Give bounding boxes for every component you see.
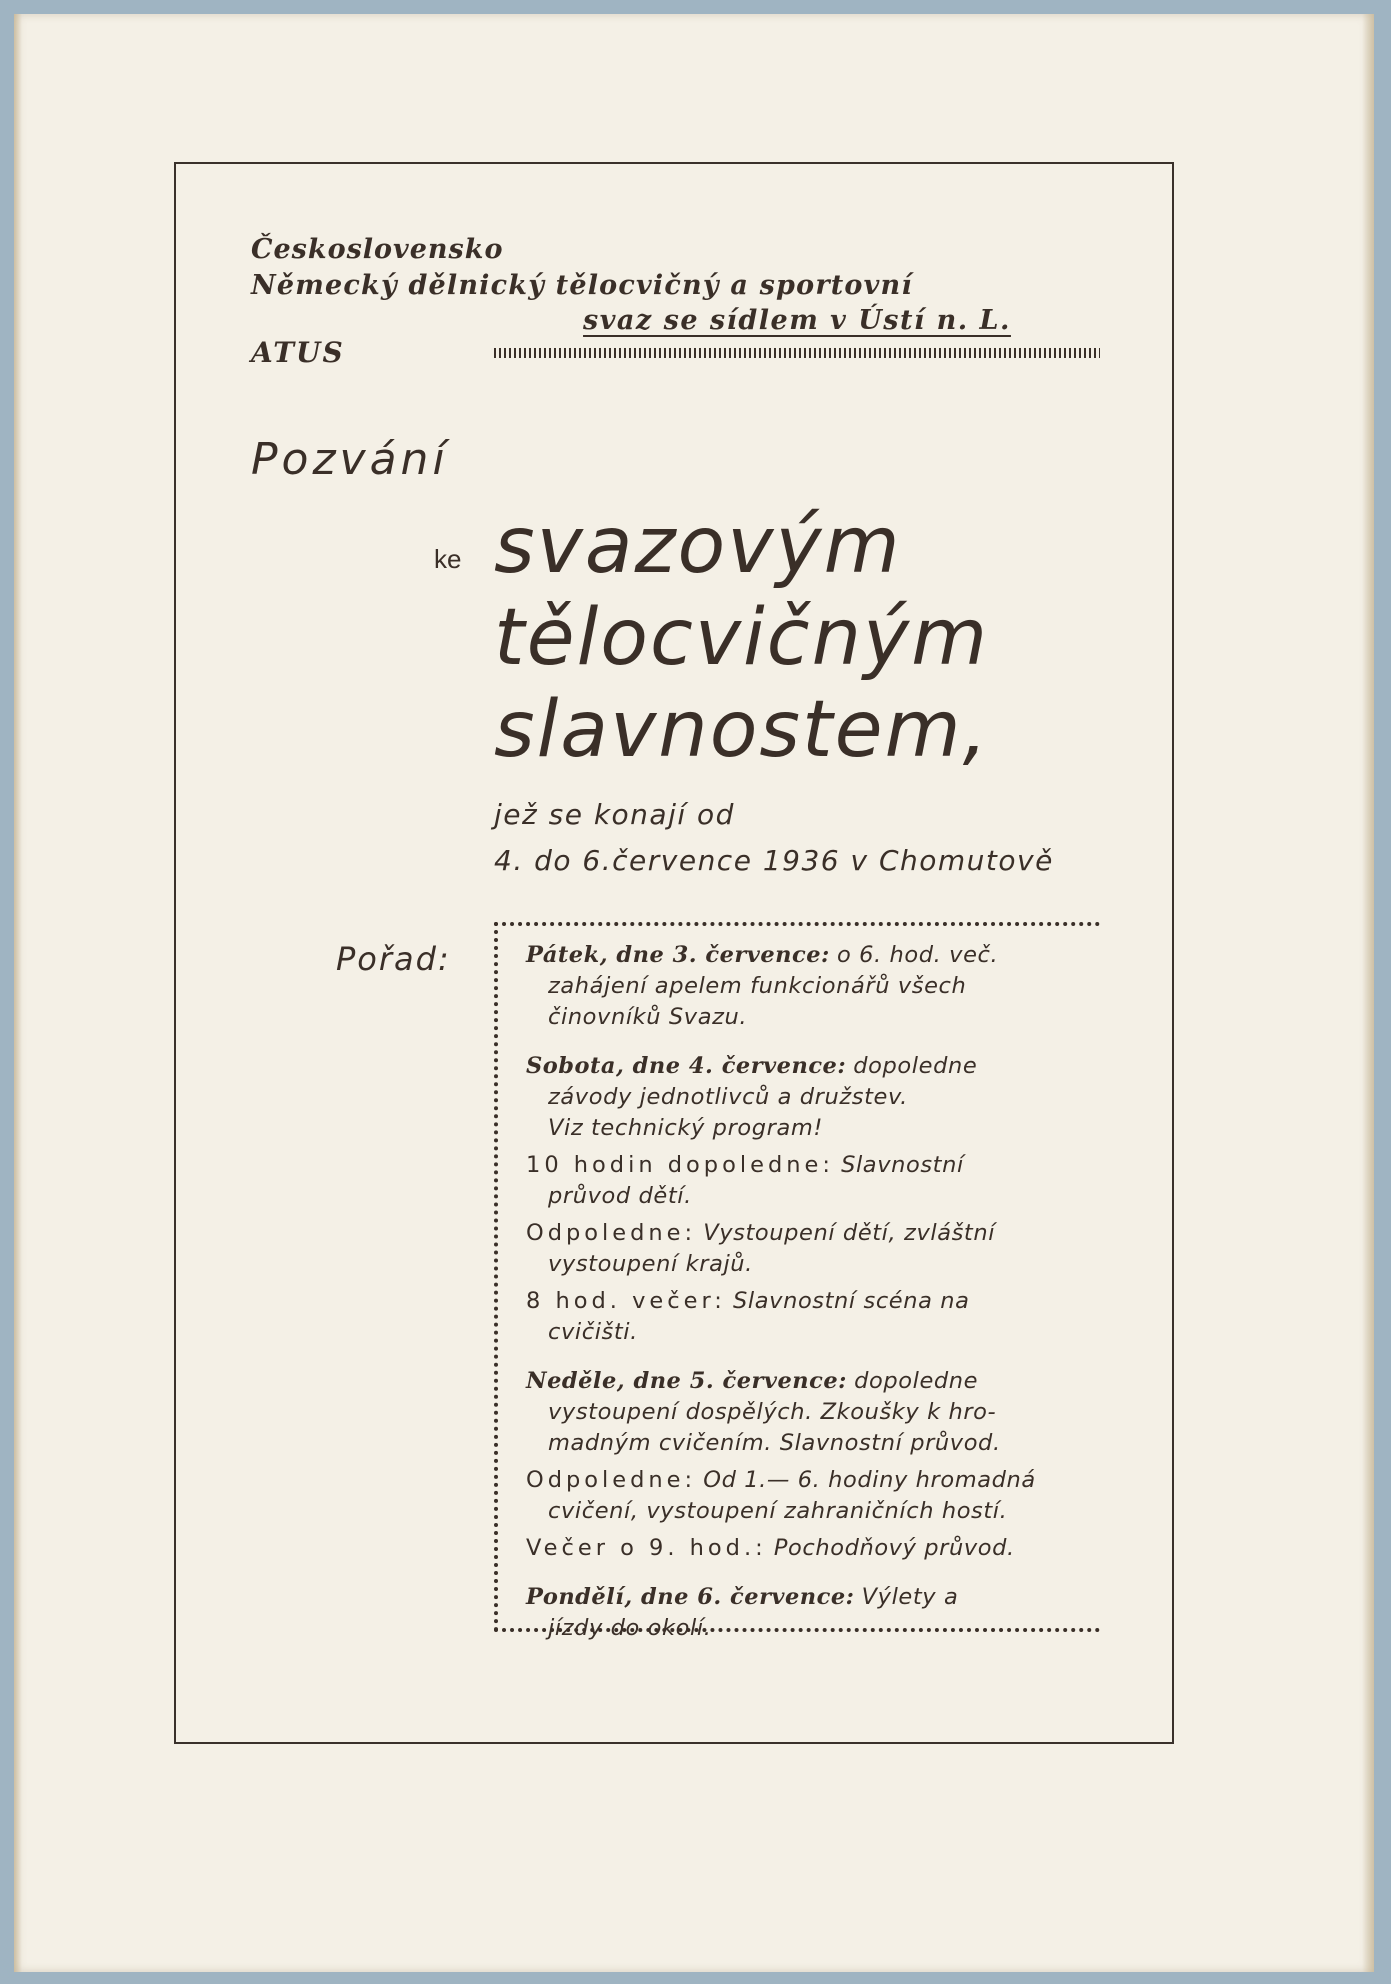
day-text: závody jednotlivců a družstev. [548, 1084, 908, 1110]
headline-line-2: tělocvičným [494, 593, 990, 683]
headline-line-3: slavnostem, [494, 685, 990, 775]
day-text: Viz technický program! [548, 1115, 824, 1141]
entry-text: Od 1.— 6. hodiny hromadná [703, 1467, 1036, 1493]
entry-text: průvod dětí. [548, 1183, 692, 1209]
program-entry [526, 1465, 1100, 1527]
day-heading: Pondělí, dne 6. července: [526, 1584, 855, 1610]
page-right-edge [1362, 14, 1374, 1972]
program-entry [526, 1150, 1100, 1212]
entry-lead: Večer o 9. hod.: [526, 1535, 767, 1561]
entry-lead: Odpoledne: [526, 1220, 697, 1246]
entry-lead: Odpoledne: [526, 1467, 697, 1493]
program-day-saturday [526, 1051, 1100, 1348]
program-list [526, 940, 1100, 1662]
day-text: vystoupení dospělých. Zkoušky k hro- [548, 1399, 997, 1425]
org-line-3: svaz se sídlem v Ústí n. L. [583, 305, 1011, 336]
organization-name [251, 232, 913, 304]
invitation-prefix: ke [434, 544, 462, 574]
program-label: Pořad: [336, 940, 451, 978]
day-text: dopoledne [854, 1368, 979, 1394]
entry-text: Vystoupení dětí, zvláštní [703, 1220, 996, 1246]
page-left-edge [14, 14, 22, 1972]
entry-text: Slavnostní [841, 1152, 964, 1178]
program-entry [526, 1533, 1100, 1564]
day-heading: Pátek, dne 3. července: [526, 942, 830, 968]
day-text: zahájení apelem funkcionářů všech [548, 973, 967, 999]
headline-line-1: svazovým [494, 501, 902, 591]
org-line-1: Československo [251, 234, 504, 265]
entry-text: cvičišti. [548, 1319, 638, 1345]
invitation-frame [174, 162, 1174, 1744]
entry-lead: 8 hod. večer: [526, 1288, 726, 1314]
invitation-title: Pozvání [251, 434, 449, 485]
entry-text: vystoupení krajů. [548, 1251, 753, 1277]
org-abbreviation: ATUS [251, 336, 345, 369]
org-line-2: Německý dělnický tělocvičný a sportovní [251, 270, 913, 301]
entry-text: Slavnostní scéna na [733, 1288, 970, 1314]
day-text: činovníků Svazu. [548, 1004, 748, 1030]
decorative-rule [494, 348, 1100, 358]
day-text: Výlety a [861, 1584, 959, 1610]
entry-text: cvičení, vystoupení zahraničních hostí. [548, 1498, 1008, 1524]
day-text: jízdy do okolí. [548, 1615, 712, 1641]
day-heading: Neděle, dne 5. července: [526, 1368, 847, 1394]
program-day-friday [526, 940, 1100, 1033]
program-day-sunday [526, 1366, 1100, 1564]
program-entry [526, 1286, 1100, 1348]
event-subtitle-1: jež se konají od [494, 798, 735, 831]
day-text: madným cvičením. Slavnostní průvod. [548, 1430, 1001, 1456]
event-dates: 4. do 6.července 1936 v Chomutově [494, 844, 1054, 877]
entry-text: Pochodňový průvod. [773, 1535, 1015, 1561]
program-entry [526, 1218, 1100, 1280]
day-text: dopoledne [853, 1053, 978, 1079]
day-heading: Sobota, dne 4. července: [526, 1053, 847, 1079]
program-day-monday [526, 1582, 1100, 1644]
entry-lead: 10 hodin dopoledne: [526, 1152, 834, 1178]
day-text: o 6. hod. več. [837, 942, 999, 968]
document-page [14, 14, 1374, 1972]
